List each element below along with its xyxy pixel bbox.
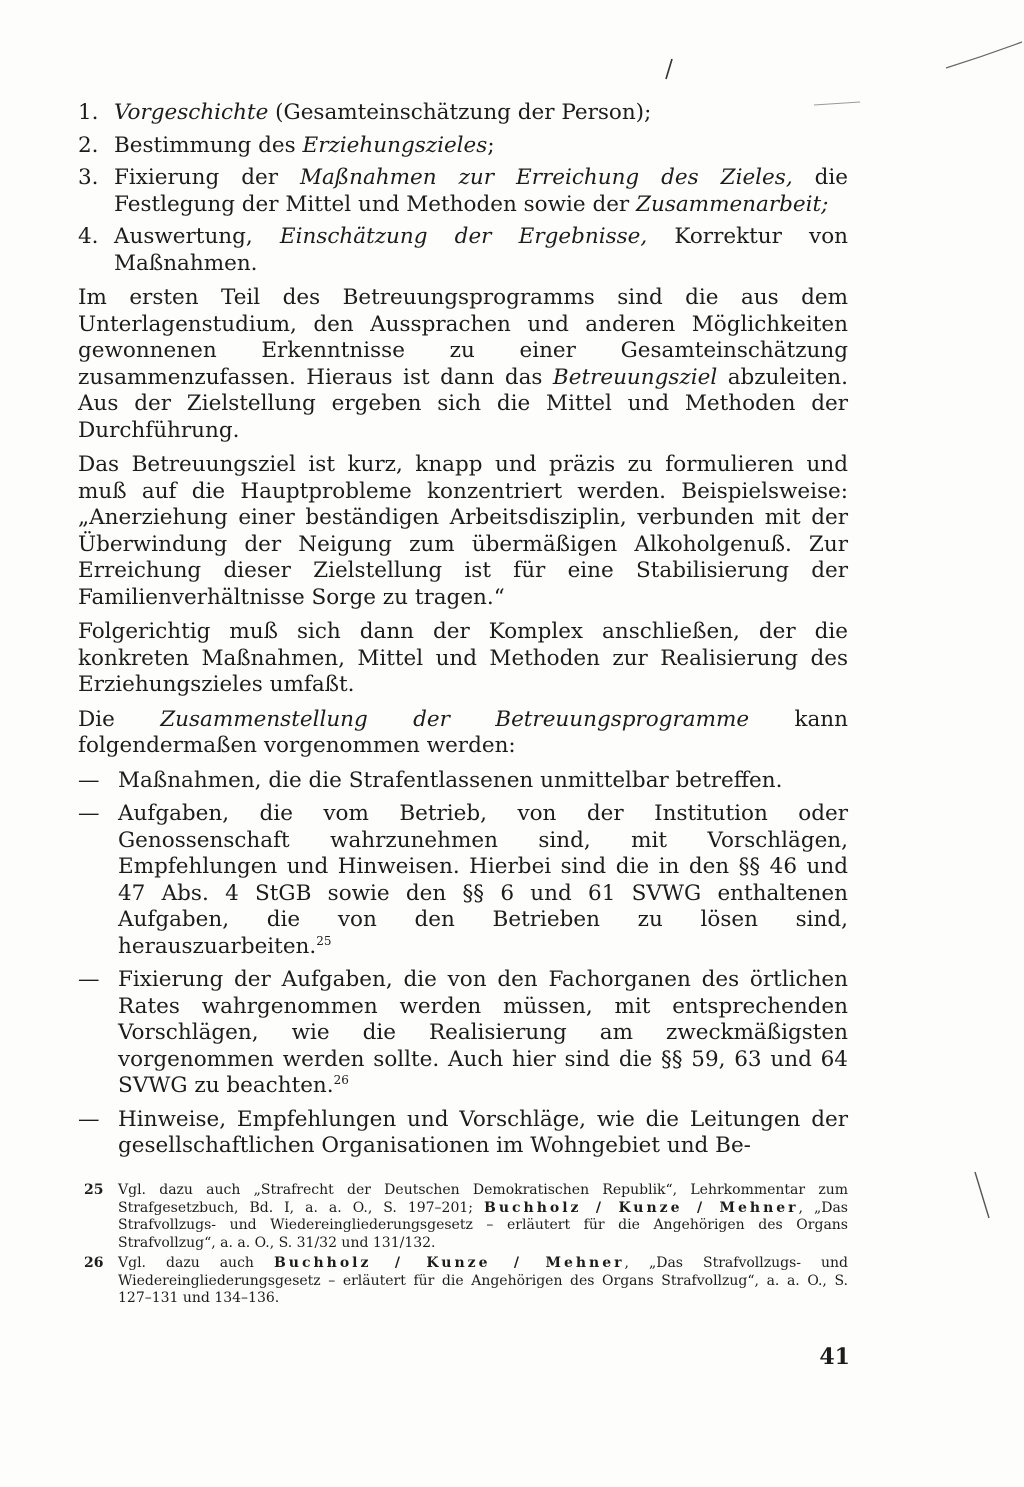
footnote-text bbox=[118, 1255, 848, 1308]
text-run: ; bbox=[487, 132, 495, 158]
text-run: Vgl. dazu auch „Strafrecht der Deutschen Demokratischen Republik“, Lehrkommentar zum Strafgesetzbuch, Bd. I, a. a. O., S. 197–201; bbox=[118, 1182, 848, 1216]
dash-item-text bbox=[118, 967, 848, 1100]
numbered-list-item bbox=[78, 224, 848, 277]
text-run: Zusammenstellung der Betreuungsprogramme bbox=[160, 706, 750, 732]
scan-edge-mark-right bbox=[972, 1170, 992, 1220]
pen-stroke-mark bbox=[664, 58, 674, 80]
paragraph bbox=[78, 619, 848, 699]
text-run: Aufgaben, die vom Betrieb, von der Institution oder Genossenschaft wahrzunehmen sind, mit Vorschlägen, Empfehlungen und Hinweisen. Hierbei sind die in den §§ 46 und 47 Abs. 4 StGB sowie den §§ 6 und 61 SVWG enthaltenen Aufgaben, die von den Betrieben zu lösen sind, herauszuarbeiten. bbox=[118, 801, 848, 959]
text-run: Korrektur von Maßnahmen. bbox=[114, 224, 848, 276]
main-text bbox=[78, 100, 848, 1167]
dash-list-item bbox=[78, 768, 848, 795]
dash-list-item bbox=[78, 801, 848, 960]
dash-list-item bbox=[78, 967, 848, 1100]
list-number: 3. bbox=[78, 165, 99, 190]
dash-bullet: — bbox=[78, 1106, 100, 1132]
footnote-number: 26 bbox=[84, 1255, 104, 1271]
text-run: , „Das Strafvollzugs- und Wiedereingliederungsgesetz – erläutert für die Angehörigen des Organs Strafvollzug“, a. a. O., S. 127–131 und 134–136. bbox=[118, 1255, 849, 1306]
text-run: Die bbox=[78, 706, 161, 732]
footnote-text bbox=[118, 1182, 848, 1252]
dash-item-text bbox=[118, 768, 848, 795]
scan-edge-mark bbox=[944, 40, 1024, 70]
list-number: 2. bbox=[78, 132, 99, 158]
text-run: Einschätzung der Ergebnisse, bbox=[279, 224, 648, 249]
list-number: 4. bbox=[78, 224, 99, 249]
text-run: Fixierung der bbox=[114, 165, 300, 190]
text-run: Maßnahmen, die die Strafentlassenen unmittelbar betreffen. bbox=[118, 767, 783, 793]
numbered-list-item bbox=[78, 165, 848, 218]
footnotes bbox=[84, 1182, 848, 1311]
text-run: Buchholz / Kunze / Mehner bbox=[273, 1255, 625, 1271]
footnote-ref: 25 bbox=[316, 933, 332, 948]
text-run: Vorgeschichte bbox=[114, 100, 269, 125]
text-run: Betreuungsziel bbox=[552, 364, 718, 390]
numbered-list-item bbox=[78, 100, 848, 127]
numbered-list-item bbox=[78, 133, 848, 160]
text-run: abzuleiten. Aus der Zielstellung ergeben sich die Mittel und Methoden der Durchführung. bbox=[78, 364, 848, 443]
text-run: Maßnahmen zur Erreichung des Zieles, bbox=[299, 165, 793, 190]
footnote bbox=[84, 1182, 848, 1252]
text-run: Das Betreuungsziel ist kurz, knapp und präzis zu formulieren und muß auf die Hauptprobleme konzentriert werden. Beispielsweise: „Anerziehung einer beständigen Arbeitsdisziplin, verbunden mit der Überwindung der Neigung zum übermäßigen Alkoholgenuß. Zur Erreichung dieser Zielstellung ist für eine Stabilisierung der Familienverhältnisse Sorge zu tragen.“ bbox=[78, 452, 848, 610]
paragraph bbox=[78, 452, 848, 611]
footnote-ref: 26 bbox=[333, 1072, 349, 1087]
dash-bullet: — bbox=[78, 967, 100, 992]
text-run: Fixierung der Aufgaben, die von den Fachorganen des örtlichen Rates wahrgenommen werden müssen, mit entsprechenden Vorschlägen, wie die Realisierung am zweckmäßigsten vorgenommen werden sollte. Auch hier sind die §§ 59, 63 und 64 SVWG zu beachten. bbox=[118, 967, 848, 1098]
list-item-text bbox=[114, 165, 848, 218]
text-run: Hinweise, Empfehlungen und Vorschläge, wie die Leitungen der gesellschaftlichen Organisationen im Wohngebiet und Be- bbox=[118, 1106, 848, 1158]
text-run: , „Das Strafvollzugs- und Wiedereingliederungsgesetz – erläutert für die Angehörigen des Organs Strafvollzug“, a. a. O., S. 31/32 und 131/132. bbox=[118, 1199, 848, 1251]
dash-item-text bbox=[118, 1107, 848, 1160]
text-run: (Gesamteinschätzung der Person); bbox=[268, 100, 652, 125]
text-run: Folgerichtig muß sich dann der Komplex anschließen, der die konkreten Maßnahmen, Mittel und Methoden zur Realisierung des Erziehungszieles umfaßt. bbox=[78, 619, 848, 697]
text-run: Im ersten Teil des Betreuungsprogramms sind die aus dem Unterlagenstudium, den Aussprachen und anderen Möglichkeiten gewonnenen Erkenntnisse zu einer Gesamteinschätzung zusammenzufassen. Hieraus ist dann das bbox=[78, 285, 848, 390]
text-run: Buchholz / Kunze / Mehner bbox=[483, 1199, 799, 1216]
list-item-text bbox=[114, 224, 848, 277]
dash-list-item bbox=[78, 1107, 848, 1160]
text-run: Vgl. dazu auch bbox=[118, 1255, 274, 1271]
list-item-text bbox=[114, 100, 848, 127]
dash-list bbox=[78, 768, 848, 1160]
dash-bullet: — bbox=[78, 767, 100, 793]
paragraph bbox=[78, 707, 848, 760]
text-run: die Festlegung der Mittel und Methoden sowie der bbox=[114, 165, 848, 217]
paragraphs bbox=[78, 285, 848, 760]
paragraph bbox=[78, 285, 848, 444]
text-run: Erziehungszieles bbox=[302, 132, 488, 158]
text-run: Auswertung, bbox=[114, 224, 280, 249]
list-number: 1. bbox=[78, 100, 99, 125]
footnote bbox=[84, 1255, 848, 1308]
footnote-number: 25 bbox=[84, 1182, 104, 1198]
page-number: 41 bbox=[819, 1344, 850, 1370]
dash-item-text bbox=[118, 801, 848, 960]
text-run: Bestimmung des bbox=[114, 132, 303, 158]
text-run: kann folgendermaßen vorgenommen werden: bbox=[78, 706, 849, 758]
list-item-text bbox=[114, 133, 848, 160]
numbered-list bbox=[78, 100, 848, 277]
text-run: Zusammenarbeit; bbox=[636, 191, 829, 217]
dash-bullet: — bbox=[78, 801, 100, 826]
